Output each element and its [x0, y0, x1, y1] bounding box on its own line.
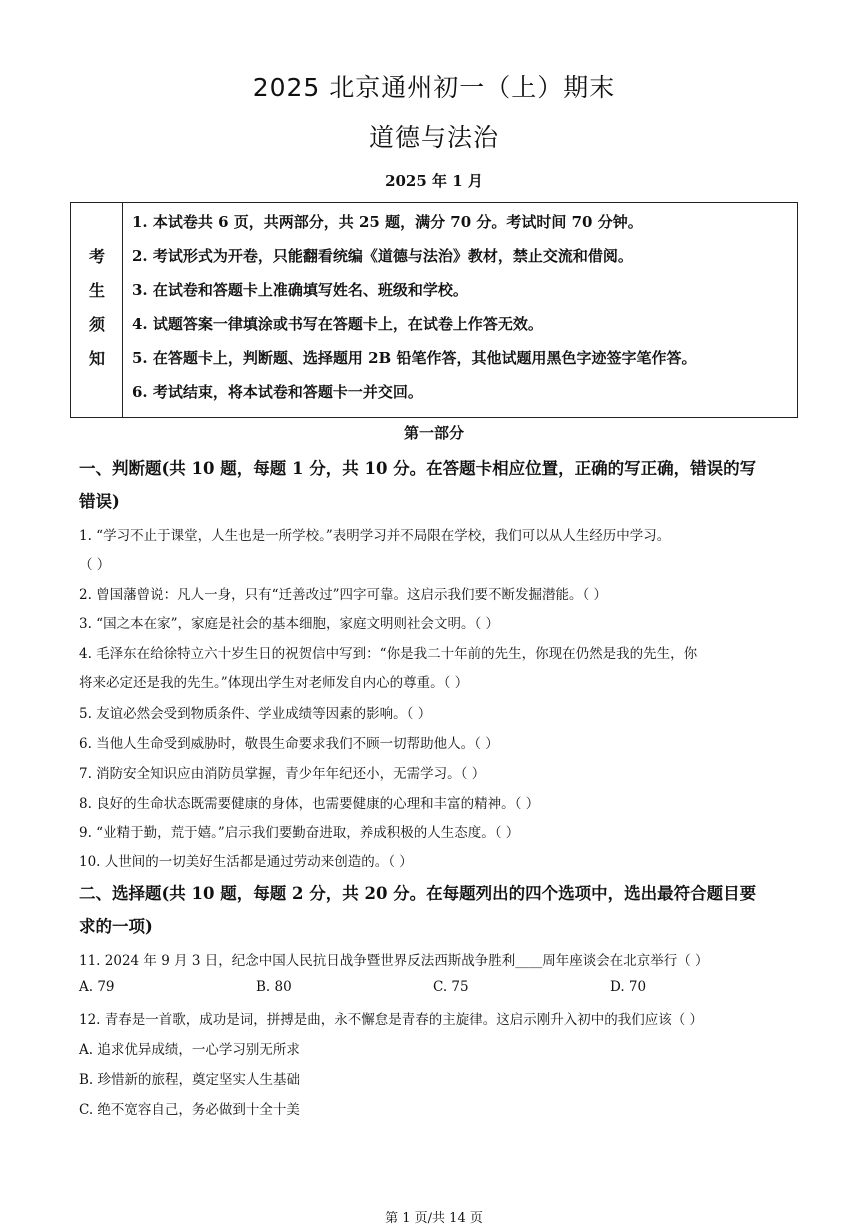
- side-char: 知: [88, 349, 105, 368]
- question-12: 12. 青春是一首歌，成功是词，拼搏是曲，永不懈怠是青春的主旋律。这启示刚升入初中的我们应该（ ）: [79, 1012, 704, 1028]
- section-heading-cont: 错误): [79, 492, 120, 511]
- question-5: 5. 友谊必然会受到物质条件、学业成绩等因素的影响。（ ）: [79, 706, 432, 722]
- instruction-item: 4. 试题答案一律填涂或书写在答题卡上，在试卷上作答无效。: [132, 315, 543, 333]
- question-7: 7. 消防安全知识应由消防员掌握，青少年年纪还小，无需学习。（ ）: [79, 766, 486, 782]
- option-d: D. 70: [610, 979, 647, 995]
- question-11: 11. 2024 年 9 月 3 日，纪念中国人民抗日战争暨世界反法西斯战争胜利____周年座谈会在北京举行（ ）: [79, 953, 709, 969]
- section-heading: 二、选择题(共 10 题，每题 2 分，共 20 分。在每题列出的四个选项中，选出最符合题目要: [79, 884, 757, 903]
- question-8: 8. 良好的生命状态既需要健康的身体，也需要健康的心理和丰富的精神。（ ）: [79, 796, 540, 812]
- page-number: 第 1 页/共 14 页: [385, 1211, 483, 1226]
- option-c: C. 绝不宽容自己，务必做到十全十美: [79, 1102, 300, 1118]
- question-3: 3. “国之本在家”，家庭是社会的基本细胞，家庭文明则社会文明。（ ）: [79, 616, 500, 632]
- question-6: 6. 当他人生命受到威胁时，敬畏生命要求我们不顾一切帮助他人。（ ）: [79, 736, 499, 752]
- instruction-item: 3. 在试卷和答题卡上准确填写姓名、班级和学校。: [132, 281, 468, 299]
- side-char: 考: [88, 247, 105, 266]
- question-1-cont: （ ）: [79, 557, 111, 573]
- instruction-item: 1. 本试卷共 6 页，共两部分，共 25 题，满分 70 分。考试时间 70 分钟。: [132, 213, 643, 231]
- part-heading: 第一部分: [403, 424, 464, 442]
- question-10: 10. 人世间的一切美好生活都是通过劳动来创造的。（ ）: [79, 854, 413, 870]
- instruction-item: 5. 在答题卡上，判断题、选择题用 2B 铅笔作答，其他试题用黑色字迹签字笔作答。: [132, 349, 697, 367]
- option-b: B. 珍惜新的旅程，奠定坚实人生基础: [79, 1072, 301, 1088]
- exam-date: 2025 年 1 月: [385, 172, 483, 190]
- instruction-item: 2. 考试形式为开卷，只能翻看统编《道德与法治》教材，禁止交流和借阅。: [132, 247, 633, 265]
- instructions-side-label: [71, 203, 123, 417]
- option-a: A. 追求优异成绩，一心学习别无所求: [79, 1042, 300, 1058]
- option-a: A. 79: [79, 979, 115, 995]
- instructions-box: [70, 202, 798, 418]
- side-char: 须: [88, 315, 105, 334]
- exam-title: 2025 北京通州初一（上）期末: [252, 73, 616, 102]
- side-char: 生: [88, 281, 105, 300]
- question-4: 4. 毛泽东在给徐特立六十岁生日的祝贺信中写到：“你是我二十年前的先生，你现在仍然是我的先生，你: [79, 646, 698, 662]
- option-b: B. 80: [256, 979, 292, 995]
- instruction-item: 6. 考试结束，将本试卷和答题卡一并交回。: [132, 383, 423, 401]
- question-4-cont: 将来必定还是我的先生。”体现出学生对老师发自内心的尊重。（ ）: [79, 675, 469, 691]
- subject-title: 道德与法治: [368, 123, 499, 152]
- question-1: 1. “学习不止于课堂，人生也是一所学校。”表明学习并不局限在学校，我们可以从人生经历中学习。: [79, 528, 671, 544]
- section-heading-cont: 求的一项): [79, 917, 153, 936]
- question-9: 9. “业精于勤，荒于嬉。”启示我们要勤奋进取，养成积极的人生态度。（ ）: [79, 825, 520, 841]
- question-2: 2. 曾国藩曾说：凡人一身，只有“迁善改过”四字可靠。这启示我们要不断发掘潜能。（ ）: [79, 587, 608, 603]
- option-c: C. 75: [433, 979, 469, 995]
- section-heading: 一、判断题(共 10 题，每题 1 分，共 10 分。在答题卡相应位置，正确的写正确，错误的写: [79, 459, 757, 478]
